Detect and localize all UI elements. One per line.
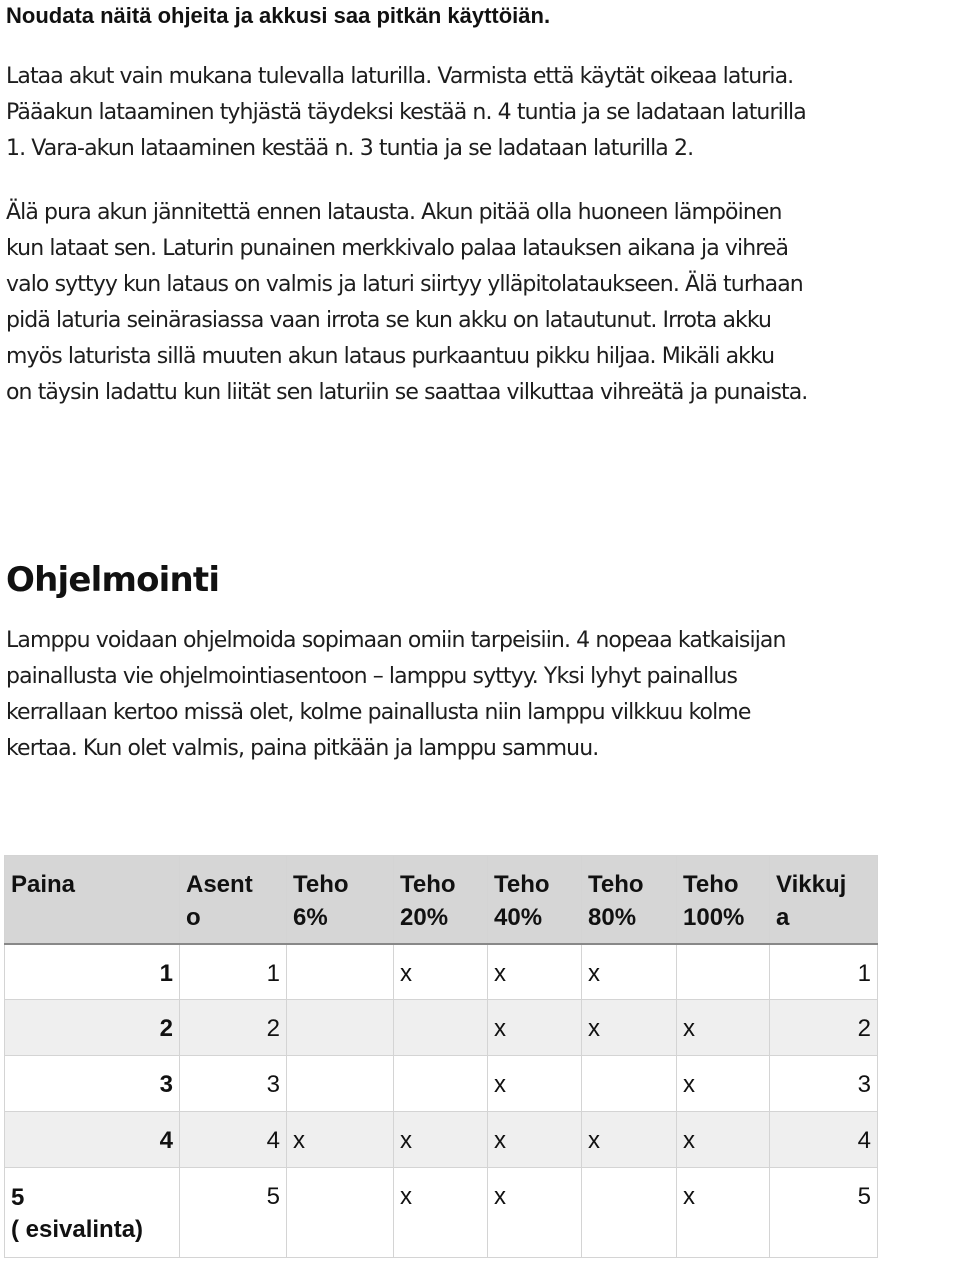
cell-paina: 3 [5, 1056, 180, 1112]
cell-teho-6 [287, 1168, 394, 1258]
cell-vikkuja: 4 [770, 1112, 878, 1168]
cell-teho-80: x [582, 1112, 677, 1168]
care-instructions-title: Noudata näitä ohjeita ja akkusi saa pitkän käyttöiän. [6, 3, 551, 28]
cell-teho-80: x [582, 1000, 677, 1056]
cell-paina-number: 5 [11, 1184, 25, 1211]
cell-teho-80 [582, 1056, 677, 1112]
table-row [5, 1056, 878, 1112]
cell-paina [5, 1168, 180, 1258]
table-header-row [5, 856, 878, 944]
cell-teho-100 [677, 944, 770, 1000]
cell-teho-100: x [677, 1112, 770, 1168]
programming-table [4, 855, 878, 1258]
cell-teho-6 [287, 1056, 394, 1112]
cell-teho-40: x [488, 1168, 582, 1258]
cell-teho-40: x [488, 1112, 582, 1168]
cell-teho-80: x [582, 944, 677, 1000]
charger-paragraph-line-4: pidä laturia seinärasiassa vaan irrota se kun akku on latautunut. Irrota akku [6, 308, 772, 333]
cell-teho-20 [394, 1000, 488, 1056]
cell-vikkuja: 1 [770, 944, 878, 1000]
programming-paragraph-line-1: Lamppu voidaan ohjelmoida sopimaan omiin tarpeisiin. 4 nopeaa katkaisijan [6, 628, 786, 653]
cell-teho-6: x [287, 1112, 394, 1168]
cell-teho-6 [287, 944, 394, 1000]
header-teho-100: Teho 100% [677, 856, 770, 944]
table-row [5, 944, 878, 1000]
cell-teho-20: x [394, 944, 488, 1000]
cell-paina: 2 [5, 1000, 180, 1056]
header-teho-6: Teho 6% [287, 856, 394, 944]
cell-teho-100: x [677, 1000, 770, 1056]
cell-vikkuja: 2 [770, 1000, 878, 1056]
cell-teho-40: x [488, 1056, 582, 1112]
cell-teho-100: x [677, 1056, 770, 1112]
cell-asento: 1 [180, 944, 287, 1000]
table-row [5, 1112, 878, 1168]
charger-paragraph-line-5: myös laturista sillä muuten akun lataus purkaantuu pikku hiljaa. Mikäli akku [6, 344, 775, 369]
cell-teho-80 [582, 1168, 677, 1258]
charging-paragraph-line-3: 1. Vara-akun lataaminen kestää n. 3 tuntia ja se ladataan laturilla 2. [6, 136, 694, 161]
charging-paragraph-line-1: Lataa akut vain mukana tulevalla laturilla. Varmista että käytät oikeaa laturia. [6, 64, 794, 89]
header-teho-40: Teho 40% [488, 856, 582, 944]
charger-paragraph-line-6: on täysin ladattu kun liität sen laturiin se saattaa vilkuttaa vihreätä ja punaista. [6, 380, 808, 405]
charger-paragraph-line-3: valo syttyy kun lataus on valmis ja laturi siirtyy ylläpitolataukseen. Älä turhaan [6, 272, 803, 297]
cell-teho-20: x [394, 1168, 488, 1258]
cell-paina: 4 [5, 1112, 180, 1168]
programming-paragraph-line-4: kertaa. Kun olet valmis, paina pitkään ja lamppu sammuu. [6, 736, 599, 761]
charging-paragraph-line-2: Pääakun lataaminen tyhjästä täydeksi kestää n. 4 tuntia ja se ladataan laturilla [6, 100, 806, 125]
charger-paragraph-line-2: kun lataat sen. Laturin punainen merkkivalo palaa latauksen aikana ja vihreä [6, 236, 789, 261]
cell-teho-20 [394, 1056, 488, 1112]
preset-note: ( esivalinta) [11, 1216, 144, 1243]
header-paina: Paina [5, 856, 180, 944]
cell-teho-100: x [677, 1168, 770, 1258]
cell-asento: 3 [180, 1056, 287, 1112]
programming-paragraph-line-3: kerrallaan kertoo missä olet, kolme painallusta niin lamppu vilkkuu kolme [6, 700, 751, 725]
table-row [5, 1168, 878, 1258]
cell-teho-40: x [488, 1000, 582, 1056]
header-asento: Asent o [180, 856, 287, 944]
cell-vikkuja: 3 [770, 1056, 878, 1112]
header-vikkuja: Vikkuj a [770, 856, 878, 944]
cell-teho-6 [287, 1000, 394, 1056]
header-teho-80: Teho 80% [582, 856, 677, 944]
cell-vikkuja: 5 [770, 1168, 878, 1258]
header-teho-20: Teho 20% [394, 856, 488, 944]
programming-heading: Ohjelmointi [6, 560, 220, 600]
table-row [5, 1000, 878, 1056]
cell-teho-20: x [394, 1112, 488, 1168]
cell-asento: 2 [180, 1000, 287, 1056]
cell-asento: 4 [180, 1112, 287, 1168]
charger-paragraph-line-1: Älä pura akun jännitettä ennen latausta. Akun pitää olla huoneen lämpöinen [6, 200, 782, 225]
cell-asento: 5 [180, 1168, 287, 1258]
cell-teho-40: x [488, 944, 582, 1000]
cell-paina: 1 [5, 944, 180, 1000]
programming-paragraph-line-2: painallusta vie ohjelmointiasentoon – lamppu syttyy. Yksi lyhyt painallus [6, 664, 738, 689]
